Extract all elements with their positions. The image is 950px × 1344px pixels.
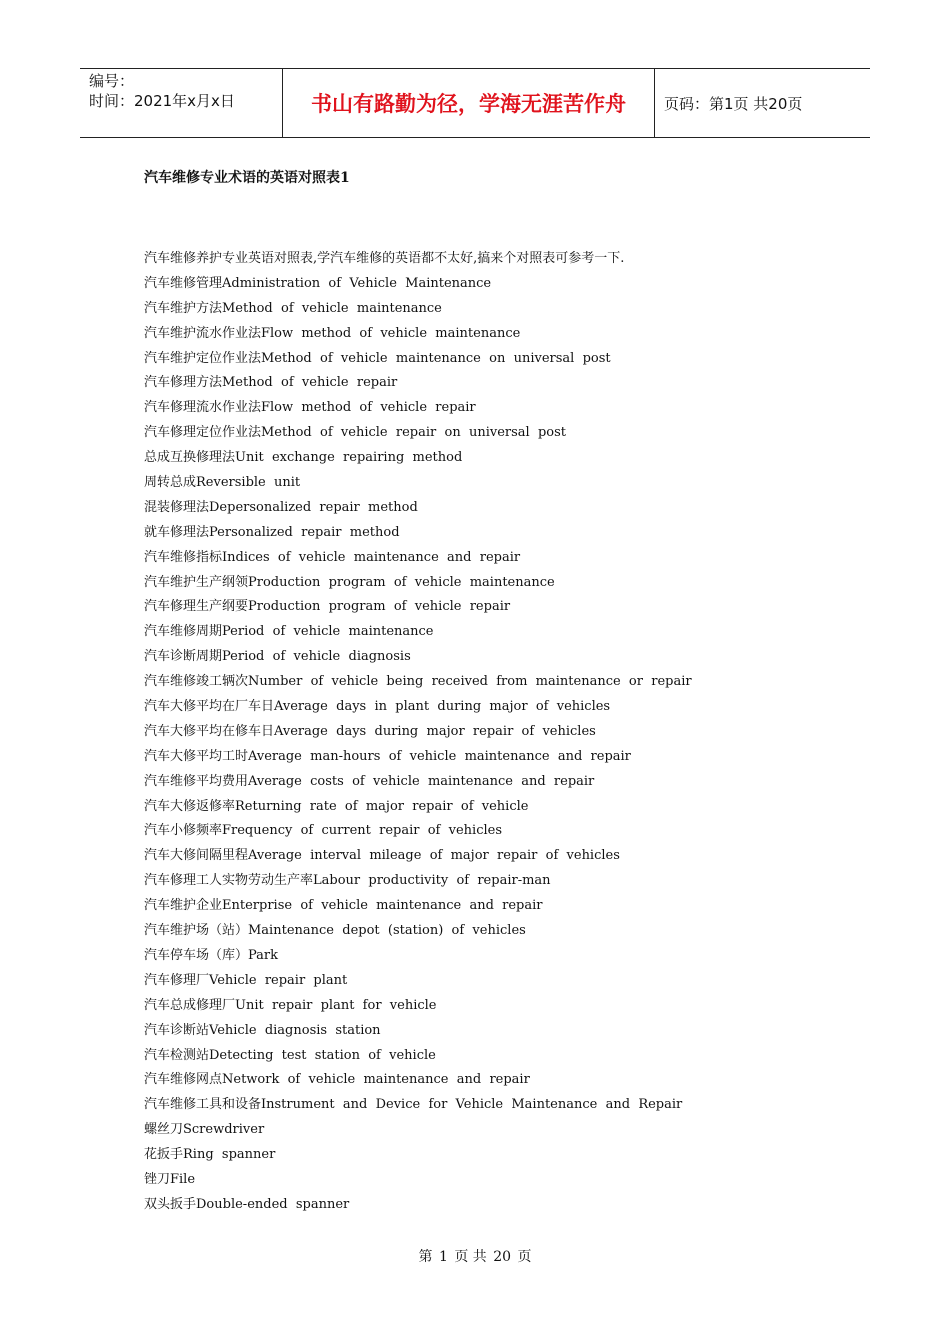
term-line: 汽车大修平均在厂车日Average days in plant during major of vehicles (144, 699, 611, 715)
term-line: 汽车修理厂Vehicle repair plant (144, 972, 348, 988)
document-title: 汽车维修专业术语的英语对照表1 (144, 170, 350, 186)
term-line: 汽车诊断周期Period of vehicle diagnosis (144, 649, 411, 665)
footer-page-number: 1 (438, 1249, 448, 1265)
term-line: 汽车维护方法Method of vehicle maintenance (144, 300, 442, 316)
term-line: 汽车修理流水作业法Flow method of vehicle repair (144, 400, 476, 416)
footer-suffix: 页 (517, 1249, 532, 1265)
term-line: 汽车维护生产纲领Production program of vehicle maintenance (144, 574, 555, 590)
term-line: 汽车修理方法Method of vehicle repair (144, 375, 398, 391)
term-line: 汽车总成修理厂Unit repair plant for vehicle (144, 997, 437, 1013)
date-label: 时间：2021年x月x日 (89, 92, 235, 110)
term-line: 花扳手Ring spanner (144, 1147, 276, 1163)
term-line: 汽车维护流水作业法Flow method of vehicle maintenance (144, 325, 521, 341)
term-line: 汽车大修平均工时Average man-hours of vehicle maintenance and repair (144, 748, 631, 764)
number-label: 编号： (89, 72, 135, 90)
term-line: 混装修理法Depersonalized repair method (144, 499, 418, 515)
term-line: 锉刀File (144, 1171, 196, 1187)
term-line: 汽车大修间隔里程Average interval mileage of major repair of vehicles (144, 848, 620, 864)
term-line: 螺丝刀Screwdriver (144, 1122, 265, 1138)
header-motto: 书山有路勤为径，学海无涯苦作舟 (282, 69, 655, 137)
term-line: 汽车修理定位作业法Method of vehicle repair on universal post (144, 425, 567, 441)
term-line: 汽车维修指标Indices of vehicle maintenance and repair (144, 549, 521, 565)
term-line: 汽车维修网点Network of vehicle maintenance and repair (144, 1072, 530, 1088)
term-line: 汽车维护企业Enterprise of vehicle maintenance and repair (144, 898, 543, 914)
term-line: 汽车维修工具和设备Instrument and Device for Vehicle Maintenance and Repair (144, 1097, 683, 1113)
term-line: 汽车停车场（库）Park (144, 947, 279, 963)
term-line: 总成互换修理法Unit exchange repairing method (144, 450, 463, 466)
term-line: 汽车维护定位作业法Method of vehicle maintenance on universal post (144, 350, 611, 366)
term-line: 汽车维修管理Administration of Vehicle Maintenance (144, 275, 492, 291)
term-line: 汽车检测站Detecting test station of vehicle (144, 1047, 436, 1063)
term-line: 汽车修理工人实物劳动生产率Labour productivity of repair-man (144, 873, 551, 889)
term-line: 汽车维护场（站）Maintenance depot (station) of vehicles (144, 923, 526, 939)
term-line: 汽车大修平均在修车日Average days during major repair of vehicles (144, 723, 596, 739)
footer-middle: 页 共 (454, 1249, 487, 1265)
term-line: 汽车维修养护专业英语对照表,学汽车维修的英语都不太好,搞来个对照表可参考一下. (144, 251, 625, 266)
page-footer (0, 1246, 950, 1266)
document-body (144, 247, 864, 1218)
term-line: 汽车维修竣工辆次Number of vehicle being received from maintenance or repair (144, 674, 692, 690)
term-line: 汽车小修频率Frequency of current repair of vehicles (144, 823, 503, 839)
term-line: 汽车修理生产纲要Production program of vehicle repair (144, 599, 511, 615)
term-line: 汽车维修周期Period of vehicle maintenance (144, 624, 434, 640)
term-line: 汽车诊断站Vehicle diagnosis station (144, 1022, 381, 1038)
header-page-label: 页码：第1页 共20页 (664, 94, 803, 113)
header-info (80, 69, 282, 137)
term-line: 双头扳手Double-ended spanner (144, 1196, 350, 1212)
term-line: 汽车大修返修率Returning rate of major repair of vehicle (144, 798, 529, 814)
page-header (80, 68, 870, 138)
footer-total-pages: 20 (493, 1249, 512, 1265)
term-line: 就车修理法Personalized repair method (144, 524, 400, 540)
term-line: 周转总成Reversible unit (144, 475, 301, 491)
term-line: 汽车维修平均费用Average costs of vehicle maintenance and repair (144, 773, 595, 789)
footer-prefix: 第 (418, 1249, 433, 1265)
